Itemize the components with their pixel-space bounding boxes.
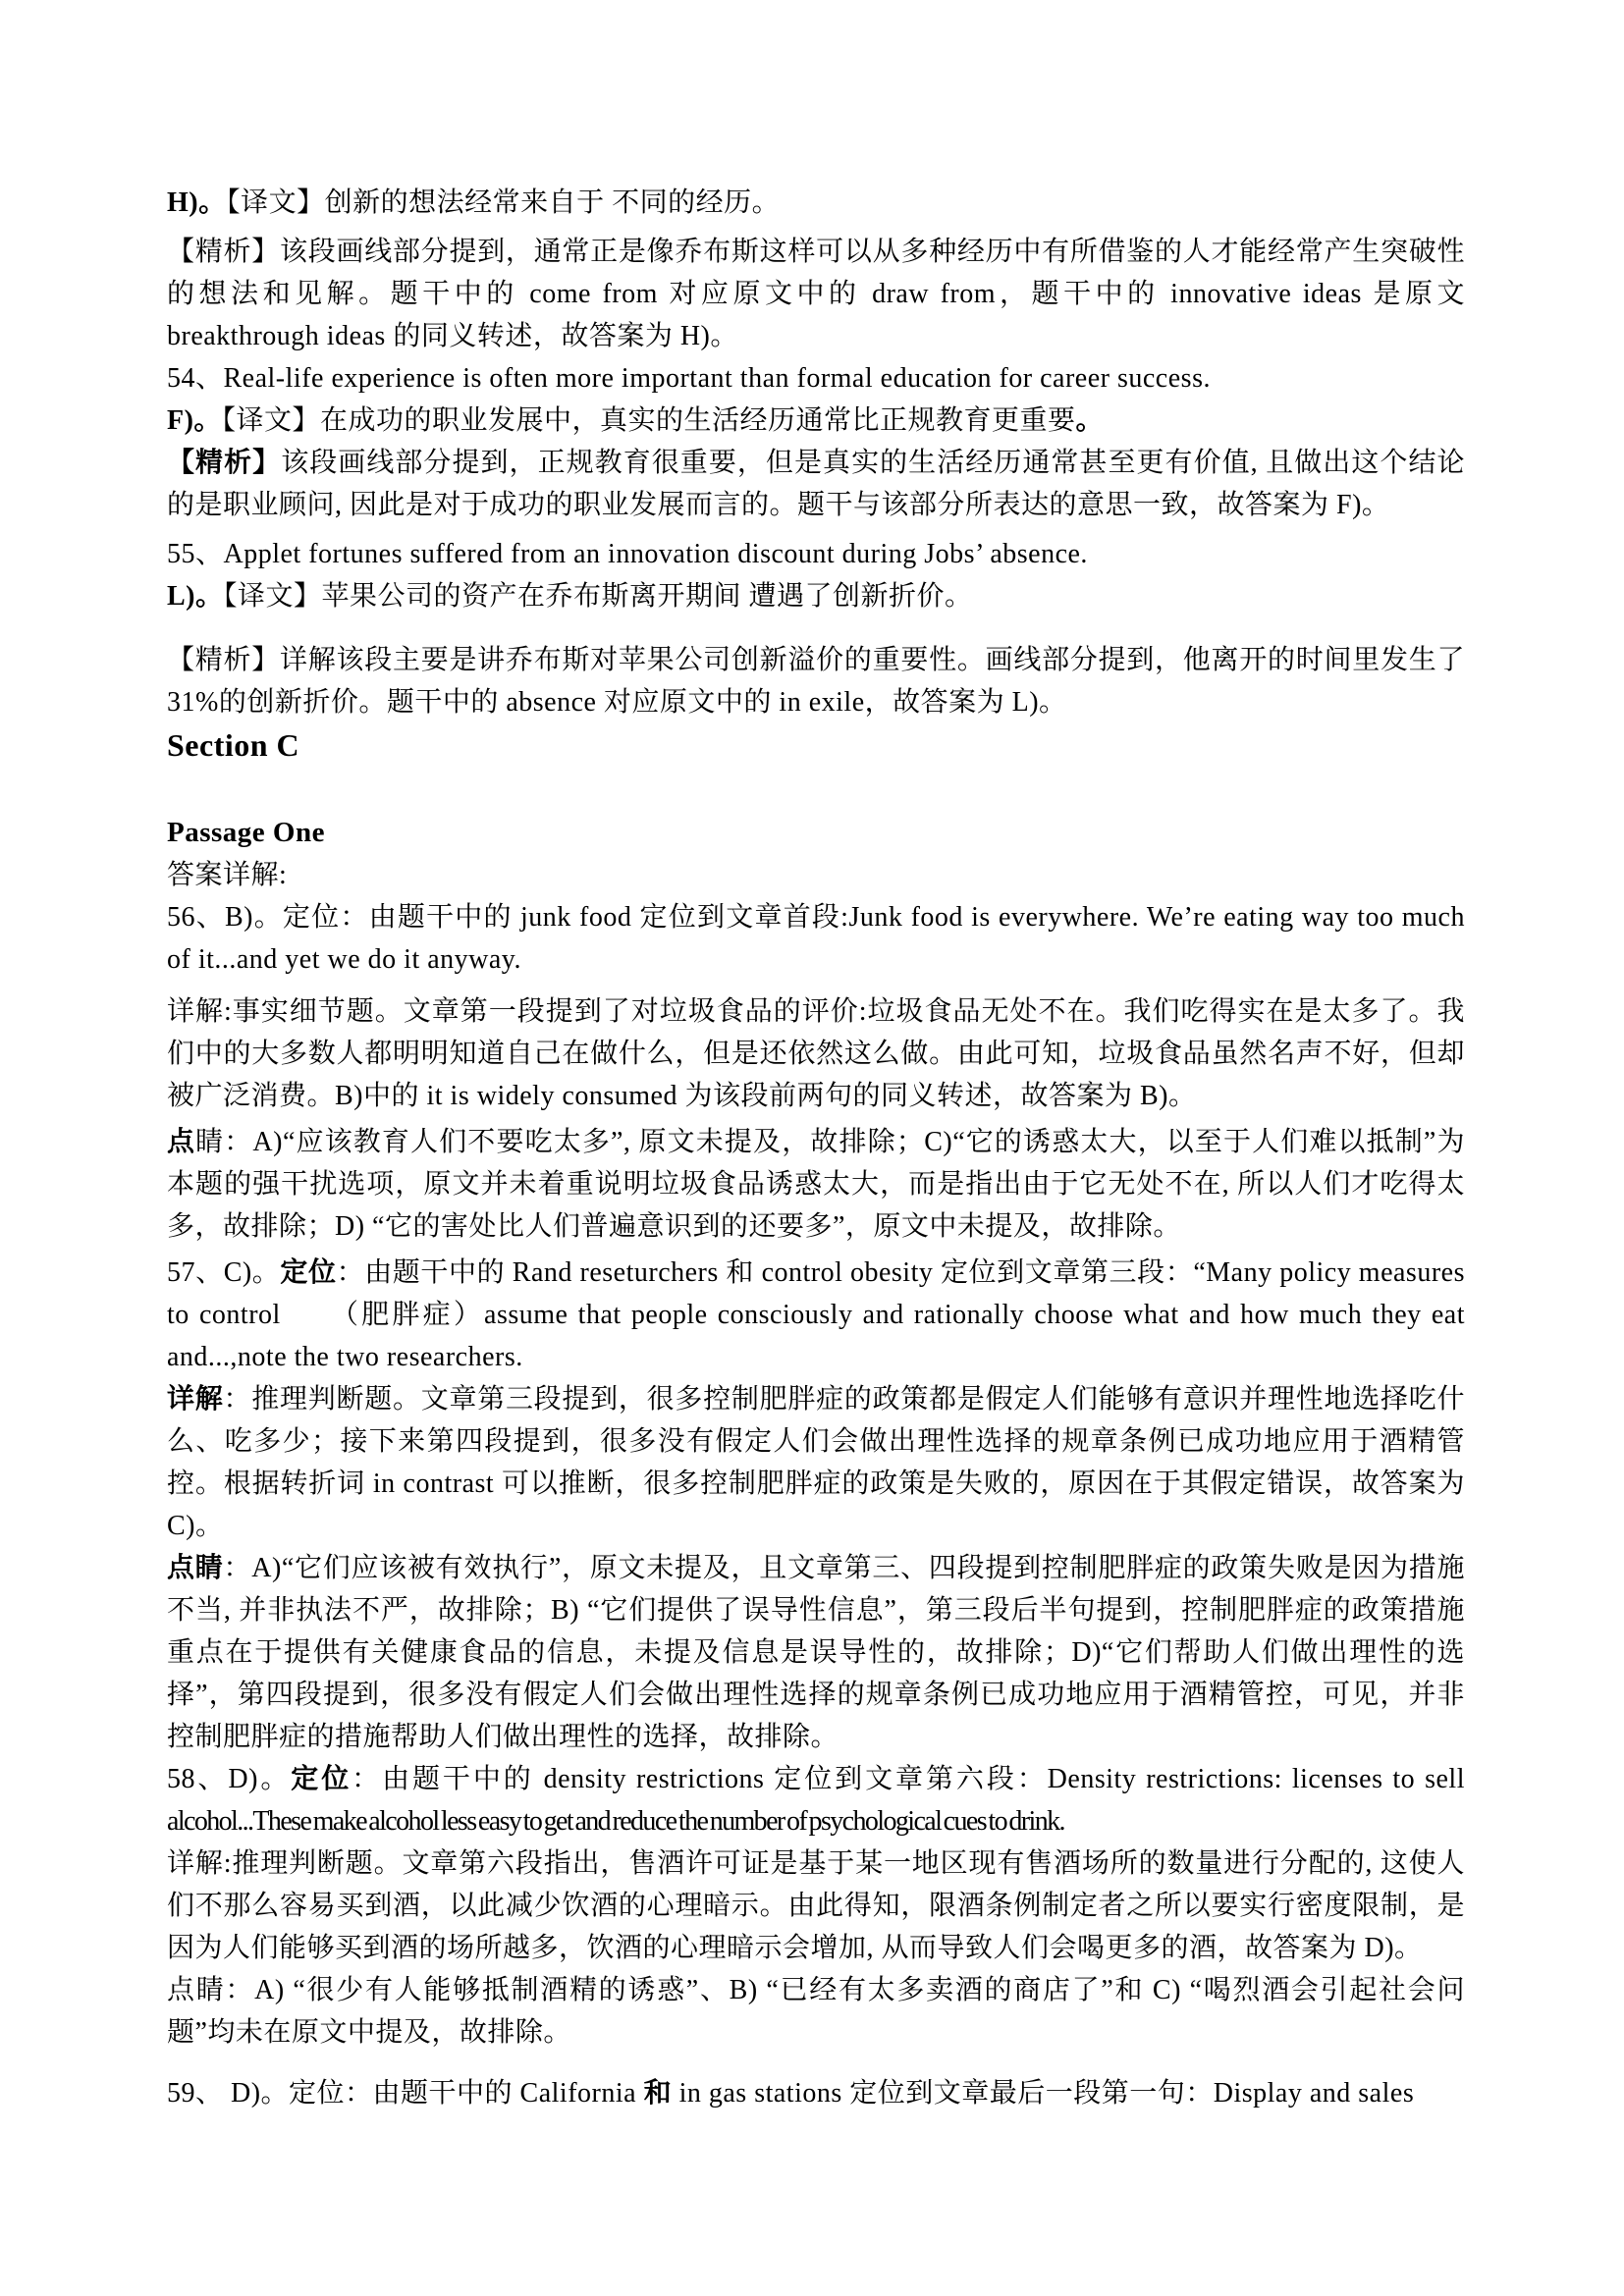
translation-text: 【译文】苹果公司的资产在乔布斯离开期间 遭遇了创新折价。 <box>223 581 973 612</box>
q58-explanation <box>167 1842 1465 1969</box>
question-55 <box>167 533 1465 575</box>
analysis-text: 【精析】详解该段主要是讲乔布斯对苹果公司创新溢价的重要性。画线部分提到，他离开的时间里发生了31%的创新折价。题干中的 absence 对应原文中的 in exile，故答案为 L)。 <box>167 645 1465 718</box>
location-label: 定位 <box>280 1257 337 1288</box>
answer-label-l: L)。 <box>167 581 224 612</box>
q58-tips <box>167 1969 1465 2054</box>
answer-f-translation <box>167 400 1465 442</box>
tips-text: ：A)“它们应该被有效执行”，原文未提及，且文章第三、四段提到控制肥胖症的政策失败是因为措施不当, 并非执法不严，故排除；B) “它们提供了误导性信息”，第三段后半句提到，控制肥胖症的政策措施重点在于提供有关健康食品的信息，未提及信息是误导性的，故排除；D)“它们帮助人们做出理性的选择”，第四段提到，很多没有假定人们会做出理性选择的规章条例已成功地应用于酒精管控，可见，并非控制肥胖症的措施帮助人们做出理性的选择，故排除。 <box>167 1553 1465 1752</box>
location-text-continued: in gas stations 定位到文章最后一段第一句：Display and sales <box>672 2078 1415 2109</box>
location-quote-text: alcohol...These make alcohol less easy to get and reduce the number of psychological cues to drink. <box>167 1806 1064 1837</box>
answer-f-analysis <box>167 442 1465 526</box>
section-c-heading: Section C <box>167 727 300 763</box>
question-54 <box>167 357 1465 400</box>
tips-label: 点 <box>167 1127 196 1157</box>
location-text: ：由题干中的 density restrictions 定位到文章第六段：Density restrictions: licenses to sell <box>352 1764 1465 1794</box>
q56-location <box>167 896 1465 981</box>
q57-explanation <box>167 1378 1465 1547</box>
question-number: 58、D)。 <box>167 1764 292 1794</box>
analysis-text: 【精析】该段画线部分提到，通常正是像乔布斯这样可以从多种经历中有所借鉴的人才能经常产生突破性的想法和见解。题干中的 come from 对应原文中的 draw from，题干中的 innovative ideas 是原文 breakthrough ideas 的同义转述，故答案为 H)。 <box>167 237 1465 351</box>
translation-text: 【译文】在成功的职业发展中，真实的生活经历通常比正规教育更重要 <box>221 405 1076 436</box>
explanation-label: 详解 <box>167 1384 224 1415</box>
passage-one-heading: Passage One <box>167 817 325 848</box>
q57-location <box>167 1252 1465 1378</box>
translation-text: 【译文】创新的想法经常来自于 不同的经历。 <box>226 187 781 218</box>
q59-location <box>167 2072 1465 2114</box>
tips-label: 点睛 <box>167 1553 224 1583</box>
answer-h-translation <box>167 182 1465 224</box>
location-text: 56、B)。定位：由题干中的 junk food 定位到文章首段:Junk food is everywhere. We’re eating way too much of it...and yet we do it anyway. <box>167 902 1465 975</box>
question-text: 54、Real-life experience is often more important than formal education for career success. <box>167 363 1211 394</box>
explanation-text: 详解:推理判断题。文章第六段指出，售酒许可证是基于某一地区现有售酒场所的数量进行分配的, 这使人们不那么容易买到酒，以此减少饮酒的心理暗示。由此得知，限酒条例制定者之所以要实行密度限制，是因为人们能够买到酒的场所越多，饮酒的心理暗示会增加, 从而导致人们会喝更多的酒，故答案为 D)。 <box>167 1848 1465 1963</box>
answer-l-translation <box>167 575 1465 617</box>
location-label: 定位 <box>291 1764 352 1794</box>
translation-period: 。 <box>1075 405 1104 436</box>
q58-location <box>167 1758 1465 1842</box>
question-number: 57、C)。 <box>167 1257 281 1288</box>
tips-text: 睛：A)“应该教育人们不要吃太多”, 原文未提及，故排除；C)“它的诱惑太大，以至于人们难以抵制”为本题的强干扰选项，原文并未着重说明垃圾食品诱惑太大，而是指出由于它无处不在, 所以人们才吃得太多，故排除；D) “它的害处比人们普遍意识到的还要多”，原文中未提及，故排除。 <box>167 1127 1465 1242</box>
explanation-text: ：推理判断题。文章第三段提到，很多控制肥胖症的政策都是假定人们能够有意识并理性地选择吃什么、吃多少；接下来第四段提到，很多没有假定人们会做出理性选择的规章条例已成功地应用于酒精管控。根据转折词 in contrast 可以推断，很多控制肥胖症的政策是失败的，原因在于其假定错误，故答案为C)。 <box>167 1384 1465 1541</box>
and-conjunction: 和 <box>643 2078 673 2109</box>
location-text: 59、 D)。定位：由题干中的 California <box>167 2078 644 2109</box>
explanation-text: 详解:事实细节题。文章第一段提到了对垃圾食品的评价:垃圾食品无处不在。我们吃得实在是太多了。我们中的大多数人都明明知道自己在做什么，但是还依然这么做。由此可知，垃圾食品虽然名声不好，但却被广泛消费。B)中的 it is widely consumed 为该段前两句的同义转述，故答案为 B)。 <box>167 996 1465 1111</box>
analysis-label: 【精析】 <box>167 448 282 478</box>
tips-text: 点睛：A) “很少有人能够抵制酒精的诱惑”、B) “已经有太多卖酒的商店了”和 C) “喝烈酒会引起社会问题”均未在原文中提及，故排除。 <box>167 1975 1465 2048</box>
q56-tips <box>167 1121 1465 1248</box>
analysis-text: 该段画线部分提到，正规教育很重要，但是真实的生活经历通常甚至更有价值, 且做出这个结论的是职业顾问, 因此是对于成功的职业发展而言的。题干与该部分所表达的意思一致，故答案为 F)。 <box>167 448 1465 520</box>
q56-explanation <box>167 990 1465 1117</box>
answer-label-h: H)。 <box>167 187 227 218</box>
question-text: 55、Applet fortunes suffered from an innovation discount during Jobs’ absence. <box>167 539 1088 569</box>
answer-label-f: F)。 <box>167 405 222 436</box>
q57-tips <box>167 1547 1465 1758</box>
answers-detail-label: 答案详解: <box>167 860 288 890</box>
answer-h-analysis <box>167 231 1465 357</box>
answer-l-analysis <box>167 639 1465 723</box>
location-text: ：由题干中的 Rand reseturchers 和 control obesity 定位到文章第三段：“Many policy measures to control （肥胖症）assume that people consciously and rationally choose what and how much they eat and...,note the two researchers. <box>167 1257 1465 1372</box>
